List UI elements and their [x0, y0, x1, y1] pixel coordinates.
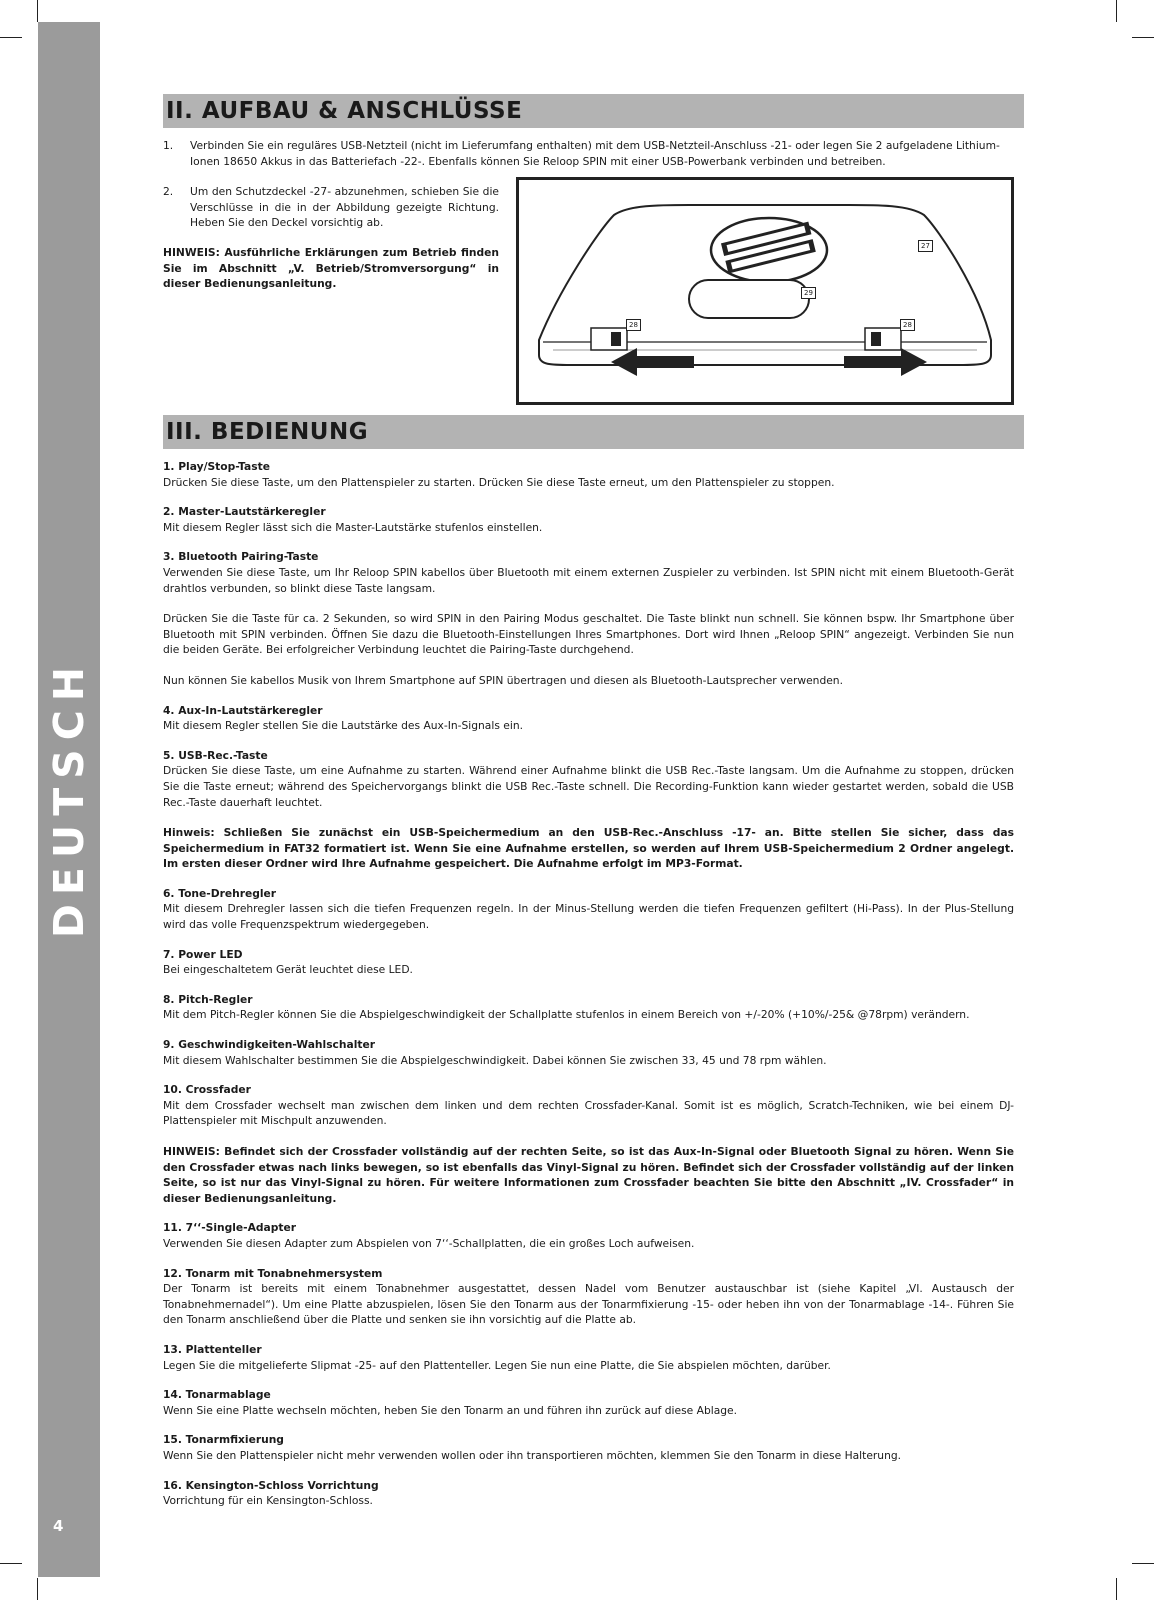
callout-latch-left: 28: [626, 319, 641, 331]
item-body: Mit diesem Drehregler lassen sich die tiefen Frequenzen regeln. In der Minus-Stellung werden die tiefen Frequenzen gefiltert (Hi-Pass). In der Plus-Stellung wird das volle Frequenzspektrum wiedergegeben.: [163, 902, 1014, 932]
page-number: 4: [53, 1517, 64, 1535]
operation-item: [163, 886, 1014, 933]
item-title: 3. Bluetooth Pairing-Taste: [163, 550, 319, 564]
crop-mark: [0, 37, 22, 38]
operation-item: [163, 748, 1014, 872]
item-title: 16. Kensington-Schloss Vorrichtung: [163, 1478, 379, 1492]
item-title: 5. USB-Rec.-Taste: [163, 748, 268, 762]
crop-mark: [1132, 37, 1154, 38]
operation-item: [163, 1432, 1014, 1463]
item-title: 7. Power LED: [163, 947, 243, 961]
item-body: Mit diesem Regler stellen Sie die Lautstärke des Aux-In-Signals ein.: [163, 719, 524, 733]
item-hint: HINWEIS: Befindet sich der Crossfader vollständig auf der rechten Seite, so ist das Aux-In-Signal oder Bluetooth Signal zu hören. Wenn Sie den Crossfader etwas nach links bewegen, so ist ebenfalls das Vinyl-Signal zu hören. Befindet sich der Crossfader vollständig auf der linken Seite, so ist nur das Vinyl-Signal zu hören. Für weitere Informationen zum Crossfader beachten Sie bitte den Abschnitt „IV. Crossfader“ in dieser Bedienungsanleitung.: [163, 1145, 1014, 1205]
crop-mark: [1116, 1578, 1117, 1600]
callout-handle: 29: [801, 287, 816, 299]
item-title: 11. 7‘‘-Single-Adapter: [163, 1221, 297, 1235]
item-title: 9. Geschwindigkeiten-Wahlschalter: [163, 1038, 376, 1052]
item-body: Vorrichtung für ein Kensington-Schloss.: [163, 1494, 373, 1508]
item-title: 4. Aux-In-Lautstärkeregler: [163, 703, 323, 717]
operation-item: [163, 1037, 1014, 1068]
item-title: 13. Plattenteller: [163, 1342, 262, 1356]
callout-lid: 27: [918, 240, 933, 252]
step-text: Um den Schutzdeckel -27- abzunehmen, schieben Sie die Verschlüsse in die in der Abbildung gezeigte Richtung. Heben Sie den Deckel vorsichtig ab.: [190, 185, 499, 230]
setup-hint: HINWEIS: Ausführliche Erklärungen zum Betrieb finden Sie im Abschnitt „V. Betrieb/Stromversorgung“ in dieser Bedienungsanleitung.: [163, 246, 499, 291]
item-body: Legen Sie die mitgelieferte Slipmat -25- auf den Plattenteller. Legen Sie nun eine Platte, die Sie abspielen möchten, darüber.: [163, 1358, 831, 1372]
operation-item: [163, 459, 1014, 490]
item-title: 10. Crossfader: [163, 1083, 251, 1097]
operation-item: [163, 1082, 1014, 1206]
item-hint: Hinweis: Schließen Sie zunächst ein USB-Speichermedium an den USB-Rec.-Anschluss -17- an. Bitte stellen Sie sicher, dass das Speichermedium in FAT32 formatiert ist. Wenn Sie eine Aufnahme erstellen, so werden auf Ihrem USB-Speichermedium 2 Ordner angelegt. Im ersten dieser Ordner wird Ihre Aufnahme gespeichert. Die Aufnahme erfolgt im MP3-Format.: [163, 826, 1014, 871]
step-number: 2.: [163, 185, 174, 198]
language-label: DEUTSCH: [45, 657, 93, 939]
section-heading-setup: [163, 94, 1024, 128]
lid-latch-figure: [516, 177, 1014, 405]
operation-item: [163, 1387, 1014, 1418]
item-body: Der Tonarm ist bereits mit einem Tonabnehmer ausgestattet, dessen Nadel vom Benutzer austauschbar ist (siehe Kapitel „VI. Austausch der Tonabnehmernadel“). Um eine Platte abzuspielen, lösen Sie den Tonarm aus der Tonarmfixierung -15- oder heben ihn von der Tonarmablage -14-. Führen Sie den Tonarm anschließend über die Platte und senken sie ihn vorsichtig auf die Platte ab.: [163, 1282, 1014, 1327]
item-title: 14. Tonarmablage: [163, 1388, 271, 1402]
item-body: Verwenden Sie diesen Adapter zum Abspielen von 7‘‘-Schallplatten, die ein großes Loch aufweisen.: [163, 1236, 695, 1250]
item-body: Nun können Sie kabellos Musik von Ihrem Smartphone auf SPIN übertragen und diesen als Bluetooth-Lautsprecher verwenden.: [163, 673, 843, 687]
operation-item: [163, 703, 1014, 734]
item-body: Wenn Sie eine Platte wechseln möchten, heben Sie den Tonarm an und führen ihn zurück auf diese Ablage.: [163, 1403, 738, 1417]
crop-mark: [37, 0, 38, 22]
callout-latch-right: 28: [900, 319, 915, 331]
item-body: Drücken Sie die Taste für ca. 2 Sekunden, so wird SPIN in den Pairing Modus geschaltet. Die Taste blinkt nun schnell. Sie können bspw. Ihr Smartphone über Bluetooth mit SPIN verbinden. Öffnen Sie dazu die Bluetooth-Einstellungen Ihres Smartphones. Dort wird Ihnen „Reloop SPIN“ angezeigt. Verbinden Sie nun die beiden Geräte. Bei erfolgreicher Verbindung leuchtet die Pairing-Taste durchgehend.: [163, 612, 1014, 657]
operation-item: [163, 947, 1014, 978]
operation-item: [163, 992, 1014, 1023]
crop-mark: [37, 1578, 38, 1600]
item-body: Mit diesem Regler lässt sich die Master-Lautstärke stufenlos einstellen.: [163, 520, 543, 534]
item-body: Wenn Sie den Plattenspieler nicht mehr verwenden wollen oder ihn transportieren möchten, klemmen Sie den Tonarm in diese Halterung.: [163, 1448, 902, 1462]
item-body: Drücken Sie diese Taste, um eine Aufnahme zu starten. Während einer Aufnahme blinkt die USB Rec.-Taste langsam. Um die Aufnahme zu stoppen, drücken Sie die Taste erneut; während des Speichervorgangs blinkt die USB Rec.-Taste schnell. Die Recording-Funktion kann wieder gestartet werden, sobald die USB Rec.-Taste dauerhaft leuchtet.: [163, 764, 1014, 809]
item-body: Mit diesem Wahlschalter bestimmen Sie die Abspielgeschwindigkeit. Dabei können Sie zwischen 33, 45 und 78 rpm wählen.: [163, 1053, 827, 1067]
item-title: 8. Pitch-Regler: [163, 992, 253, 1006]
step-number: 1.: [163, 139, 174, 152]
operation-item: [163, 504, 1014, 535]
operation-items: [163, 459, 1014, 1523]
turntable-lid-illustration: [519, 180, 1011, 402]
step-text: Verbinden Sie ein reguläres USB-Netzteil (nicht im Lieferumfang enthalten) mit dem USB-Netzteil-Anschluss -21- oder legen Sie 2 aufgeladene Lithium-Ionen 18650 Akkus in das Batteriefach -22-. Ebenfalls können Sie Reloop SPIN mit einer USB-Powerbank verbinden und betreiben.: [190, 139, 1000, 168]
section-heading-operation: [163, 415, 1024, 449]
item-title: 12. Tonarm mit Tonabnehmersystem: [163, 1266, 383, 1280]
operation-item: [163, 1478, 1014, 1509]
item-body: Bei eingeschaltetem Gerät leuchtet diese LED.: [163, 963, 413, 977]
operation-item: [163, 1342, 1014, 1373]
setup-step-1: [163, 138, 1016, 169]
item-body: Mit dem Crossfader wechselt man zwischen dem linken und dem rechten Crossfader-Kanal. Somit ist es möglich, Scratch-Techniken, wie bei einem DJ-Plattenspieler mit Mischpult anzuwenden.: [163, 1098, 1014, 1128]
item-body: Verwenden Sie diese Taste, um Ihr Reloop SPIN kabellos über Bluetooth mit einem externen Zuspieler zu verbinden. Ist SPIN nicht mit einem Bluetooth-Gerät drahtlos verbunden, so blinkt diese Taste langsam.: [163, 565, 1014, 595]
item-title: 2. Master-Lautstärkeregler: [163, 505, 326, 519]
item-title: 15. Tonarmfixierung: [163, 1433, 284, 1447]
section-title: II. AUFBAU & ANSCHLÜSSE: [166, 98, 523, 124]
operation-item: [163, 1266, 1014, 1328]
section-title: III. BEDIENUNG: [166, 419, 369, 445]
item-title: 6. Tone-Drehregler: [163, 886, 277, 900]
operation-item: [163, 1220, 1014, 1251]
crop-mark: [1116, 0, 1117, 22]
item-title: 1. Play/Stop-Taste: [163, 460, 270, 473]
crop-mark: [1132, 1563, 1154, 1564]
item-body: Mit dem Pitch-Regler können Sie die Abspielgeschwindigkeit der Schallplatte stufenlos in einem Bereich von +/-20% (+10%/-25& @78rpm) verändern.: [163, 1008, 970, 1022]
crop-mark: [0, 1563, 22, 1564]
operation-item: [163, 549, 1014, 688]
item-body: Drücken Sie diese Taste, um den Plattenspieler zu starten. Drücken Sie diese Taste erneut, um den Plattenspieler zu stoppen.: [163, 475, 835, 489]
setup-step-2: [163, 184, 499, 231]
